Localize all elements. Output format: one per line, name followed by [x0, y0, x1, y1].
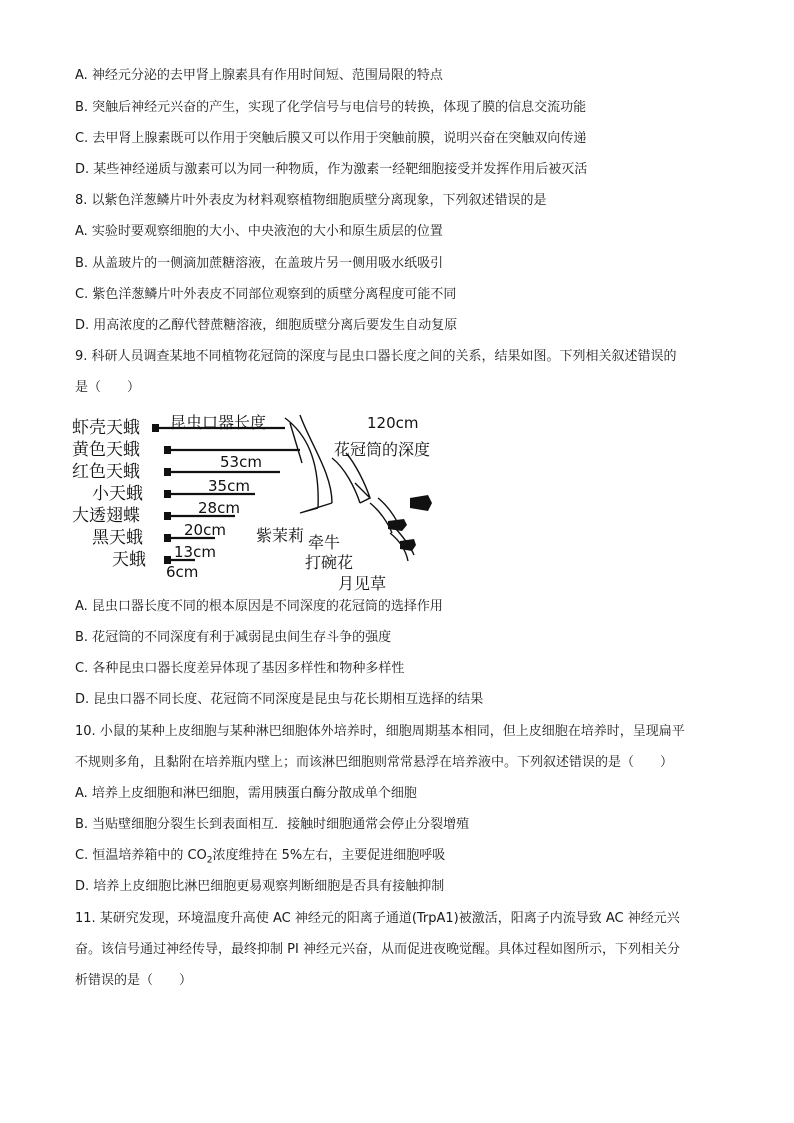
q7-option-b: B. 突触后神经元兴奋的产生，实现了化学信号与电信号的转换，体现了膜的信息交流功能: [75, 100, 587, 115]
insect-head-icon: [164, 446, 171, 454]
q10-option-c-post: 浓度维持在 5%左右，主要促进细胞呼吸: [212, 848, 446, 863]
insect-head-icon: [164, 468, 171, 476]
insect-label: 大透翅蝶: [72, 506, 140, 526]
length-label: 28cm: [198, 499, 240, 517]
length-label: 35cm: [208, 477, 250, 495]
insect-head-icon: [164, 490, 171, 498]
q9-option-b: B. 花冠筒的不同深度有利于减弱昆虫间生存斗争的强度: [75, 630, 392, 645]
q11-stem: 11. 某研究发现，环境温度升高使 AC 神经元的阳离子通道(TrpA1)被激活，阳离子内流导致 AC 神经元兴: [75, 911, 680, 926]
q10-option-c: [75, 847, 445, 870]
flower-label: 牵牛: [308, 533, 341, 552]
flower-base-icon: [388, 519, 407, 531]
q8-option-d: D. 用高浓度的乙醇代替蔗糖溶液，细胞质壁分离后要发生自动复原: [75, 318, 458, 333]
q9-option-a: A. 昆虫口器长度不同的根本原因是不同深度的花冠筒的选择作用: [75, 599, 443, 614]
q9-option-c: C. 各种昆虫口器长度差异体现了基因多样性和物种多样性: [75, 661, 405, 676]
q8-option-c: C. 紫色洋葱鳞片叶外表皮不同部位观察到的质壁分离程度可能不同: [75, 287, 457, 302]
insect-flower-figure: [70, 403, 450, 593]
insect-label: 黄色天蛾: [72, 440, 140, 460]
length-label: 53cm: [220, 453, 262, 471]
q10-option-a: A. 培养上皮细胞和淋巴细胞，需用胰蛋白酶分散成单个细胞: [75, 786, 417, 801]
corolla-depth-title: 花冠筒的深度: [334, 440, 431, 459]
flower-base-icon: [400, 539, 416, 551]
q9-stem: 9. 科研人员调查某地不同植物花冠筒的深度与昆虫口器长度之间的关系，结果如图。下列相关叙述错误的: [75, 349, 677, 364]
mouthpart-length-title: 昆虫口器长度: [170, 413, 267, 432]
flower-outline: [285, 415, 332, 513]
q9-stem-cont: 是（ ）: [75, 380, 141, 395]
co2-subscript: 2: [206, 855, 213, 866]
length-label: 120cm: [367, 414, 419, 432]
q7-option-d: D. 某些神经递质与激素可以为同一种物质，作为激素一经靶细胞接受并发挥作用后被灭活: [75, 162, 588, 177]
flower-outline: [332, 453, 370, 503]
q10-option-c-pre: C. 恒温培养箱中的 CO: [75, 848, 207, 863]
length-label: 20cm: [184, 521, 226, 539]
insect-label: 虾壳天蛾: [72, 418, 140, 438]
q10-stem-cont: 不规则多角，且黏附在培养瓶内壁上；而该淋巴细胞则常常悬浮在培养液中。下列叙述错误的是（ ）: [75, 755, 674, 770]
q7-option-c: C. 去甲肾上腺素既可以作用于突触后膜又可以作用于突触前膜，说明兴奋在突触双向传递: [75, 131, 587, 146]
insect-label: 小天蛾: [92, 484, 143, 504]
flower-label: 月见草: [338, 574, 387, 593]
insect-head-icon: [164, 512, 171, 520]
flower-base-icon: [410, 495, 432, 511]
q11-stem-end: 析错误的是（ ）: [75, 973, 193, 988]
q8-option-a: A. 实验时要观察细胞的大小、中央液泡的大小和原生质层的位置: [75, 224, 443, 239]
insect-head-icon: [164, 534, 171, 542]
insect-label: 黑天蛾: [92, 528, 143, 548]
q10-option-d: D. 培养上皮细胞比淋巴细胞更易观察判断细胞是否具有接触抑制: [75, 879, 445, 894]
insect-head-icon: [152, 424, 159, 432]
q11-stem-cont: 奋。该信号通过神经传导，最终抑制 PI 神经元兴奋，从而促进夜晚觉醒。具体过程如图所示，下列相关分: [75, 942, 680, 957]
insect-label: 天蛾: [112, 550, 146, 570]
length-label: 13cm: [174, 543, 216, 561]
q9-option-d: D. 昆虫口器不同长度、花冠筒不同深度是昆虫与花长期相互选择的结果: [75, 692, 484, 707]
length-label: 6cm: [166, 563, 199, 581]
q8-stem: 8. 以紫色洋葱鳞片叶外表皮为材料观察植物细胞质壁分离现象，下列叙述错误的是: [75, 193, 547, 208]
q10-option-b: B. 当贴壁细胞分裂生长到表面相互．接触时细胞通常会停止分裂增殖: [75, 817, 470, 832]
flower-label: 紫茉莉: [256, 526, 305, 545]
flower-label: 打碗花: [305, 553, 354, 572]
q8-option-b: B. 从盖玻片的一侧滴加蔗糖溶液，在盖玻片另一侧用吸水纸吸引: [75, 256, 444, 271]
insect-label: 红色天蛾: [72, 462, 140, 482]
q7-option-a: A. 神经元分泌的去甲肾上腺素具有作用时间短、范围局限的特点: [75, 68, 443, 83]
q10-stem: 10. 小鼠的某种上皮细胞与某种淋巴细胞体外培养时，细胞周期基本相同，但上皮细胞在培养时，呈现扁平: [75, 724, 685, 739]
